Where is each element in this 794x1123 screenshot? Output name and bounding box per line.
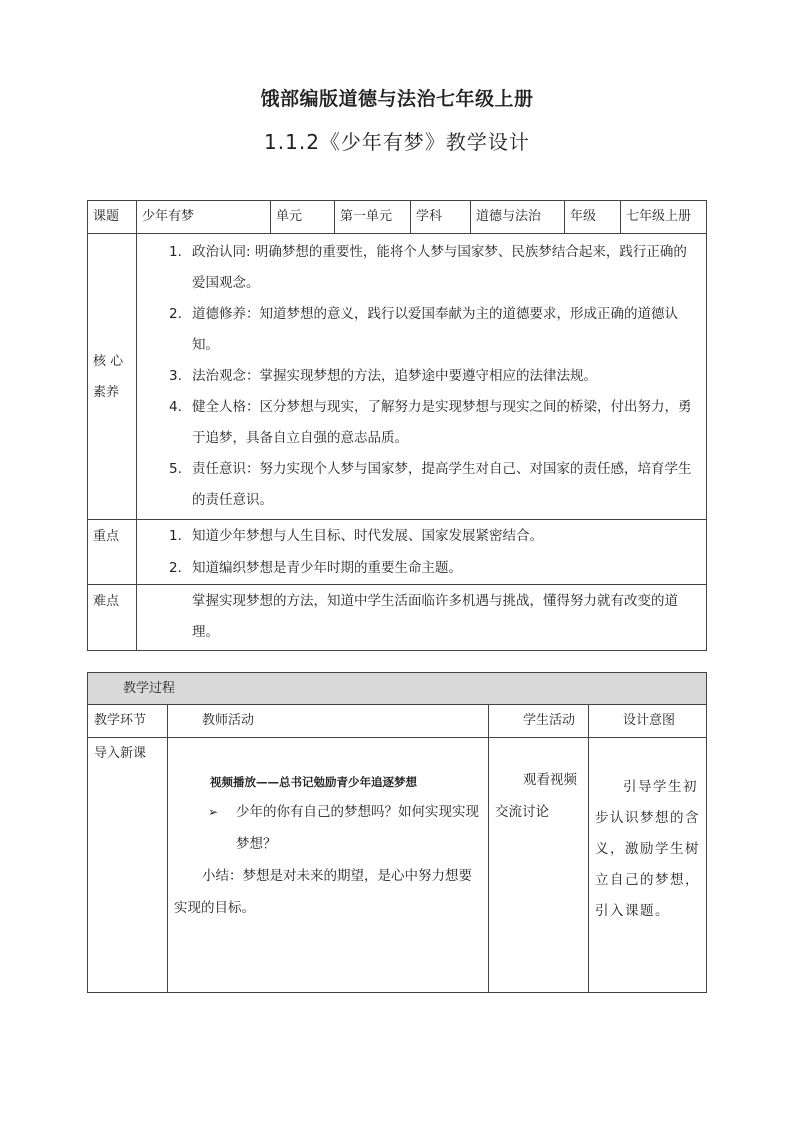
course-row xyxy=(88,201,707,234)
student-activity-1: 观看视频 xyxy=(523,772,577,788)
col-stage: 教学环节 xyxy=(88,705,168,738)
core-item-text: 法治观念：掌握实现梦想的方法，追梦途中要遵守相应的法律法规。 xyxy=(192,368,597,384)
core-item-text: 健全人格：区分梦想与现实，了解努力是实现梦想与现实之间的桥梁，付出努力，勇于追梦，具备自立自强的意志品质。 xyxy=(192,399,692,446)
core-label xyxy=(88,234,137,520)
key-point-num: 2． xyxy=(169,560,192,576)
teacher-cell xyxy=(168,738,489,993)
core-list xyxy=(137,237,700,516)
document-subtitle: 1.1.2《少年有梦》教学设计 xyxy=(264,130,530,154)
stage-cell: 导入新课 xyxy=(88,738,168,993)
core-row xyxy=(88,234,707,520)
info-table xyxy=(87,200,707,651)
design-cell xyxy=(589,738,707,993)
design-text: 引导学生初步认识梦想的含义，激励学生树立自己的梦想，引入课题。 xyxy=(595,779,700,919)
summary-text: 小结：梦想是对未来的期望，是心中努力想要实现的目标。 xyxy=(174,868,472,916)
core-item-num: 5. xyxy=(169,461,182,477)
key-point-text: 知道少年梦想与人生目标、时代发展、国家发展紧密结合。 xyxy=(192,528,543,544)
core-item-num: 1. xyxy=(169,244,182,260)
question-item xyxy=(174,796,482,860)
video-title: 视频播放——总书记勉励青少年追逐梦想 xyxy=(210,775,417,789)
process-columns-row xyxy=(88,705,707,738)
document-title: 饿部编版道德与法治七年级上册 xyxy=(260,88,534,110)
core-item-text: 责任意识：努力实现个人梦与国家梦，提高学生对自己、对国家的责任感，培育学生的责任意识。 xyxy=(192,461,692,508)
key-point-text: 知道编织梦想是青少年时期的重要生命主题。 xyxy=(192,560,462,576)
grade-value: 七年级上册 xyxy=(621,201,707,234)
core-item-num: 4. xyxy=(169,399,182,415)
key-point-item xyxy=(137,552,700,584)
grade-label: 年级 xyxy=(565,201,621,234)
arrow-bullet-icon: ➢ xyxy=(208,805,219,819)
key-point-item xyxy=(137,520,700,552)
core-label-line2: 素养 xyxy=(93,384,120,400)
key-points-content xyxy=(137,520,707,585)
col-student: 学生活动 xyxy=(489,705,589,738)
core-item-num: 3. xyxy=(169,368,182,384)
key-point-num: 1． xyxy=(169,528,192,544)
course-value: 少年有梦 xyxy=(137,201,271,234)
difficult-content xyxy=(137,585,707,651)
unit-value: 第一单元 xyxy=(335,201,411,234)
col-design: 设计意图 xyxy=(589,705,707,738)
core-item xyxy=(137,392,700,454)
core-item xyxy=(137,454,700,516)
key-points-list xyxy=(137,520,700,584)
student-activity-2: 交流讨论 xyxy=(495,804,549,820)
col-teacher: 教师活动 xyxy=(168,705,489,738)
key-points-label: 重点 xyxy=(88,520,137,585)
difficult-label: 难点 xyxy=(88,585,137,651)
unit-label: 单元 xyxy=(271,201,335,234)
core-item xyxy=(137,299,700,361)
core-label-line1: 核 心 xyxy=(93,353,124,369)
key-points-row xyxy=(88,520,707,585)
difficult-row xyxy=(88,585,707,651)
question-text: 少年的你有自己的梦想吗？如何实现实现梦想？ xyxy=(236,804,479,852)
core-item-text: 政治认同: 明确梦想的重要性，能将个人梦与国家梦、民族梦结合起来，践行正确的爱国观念。 xyxy=(192,244,687,291)
subject-label: 学科 xyxy=(411,201,471,234)
course-label: 课题 xyxy=(88,201,137,234)
process-header-row xyxy=(88,673,707,705)
subject-value: 道德与法治 xyxy=(471,201,565,234)
core-item xyxy=(137,361,700,392)
core-item xyxy=(137,237,700,299)
difficult-text: 掌握实现梦想的方法，知道中学生活面临许多机遇与挑战，懂得努力就有改变的道理。 xyxy=(192,593,678,640)
core-item-num: 2. xyxy=(169,306,182,322)
process-table xyxy=(87,672,707,993)
core-content xyxy=(137,234,707,520)
core-item-text: 道德修养：知道梦想的意义，践行以爱国奉献为主的道德要求，形成正确的道德认知。 xyxy=(192,306,678,353)
process-row xyxy=(88,738,707,993)
student-cell xyxy=(489,738,589,993)
process-header: 教学过程 xyxy=(88,673,707,705)
